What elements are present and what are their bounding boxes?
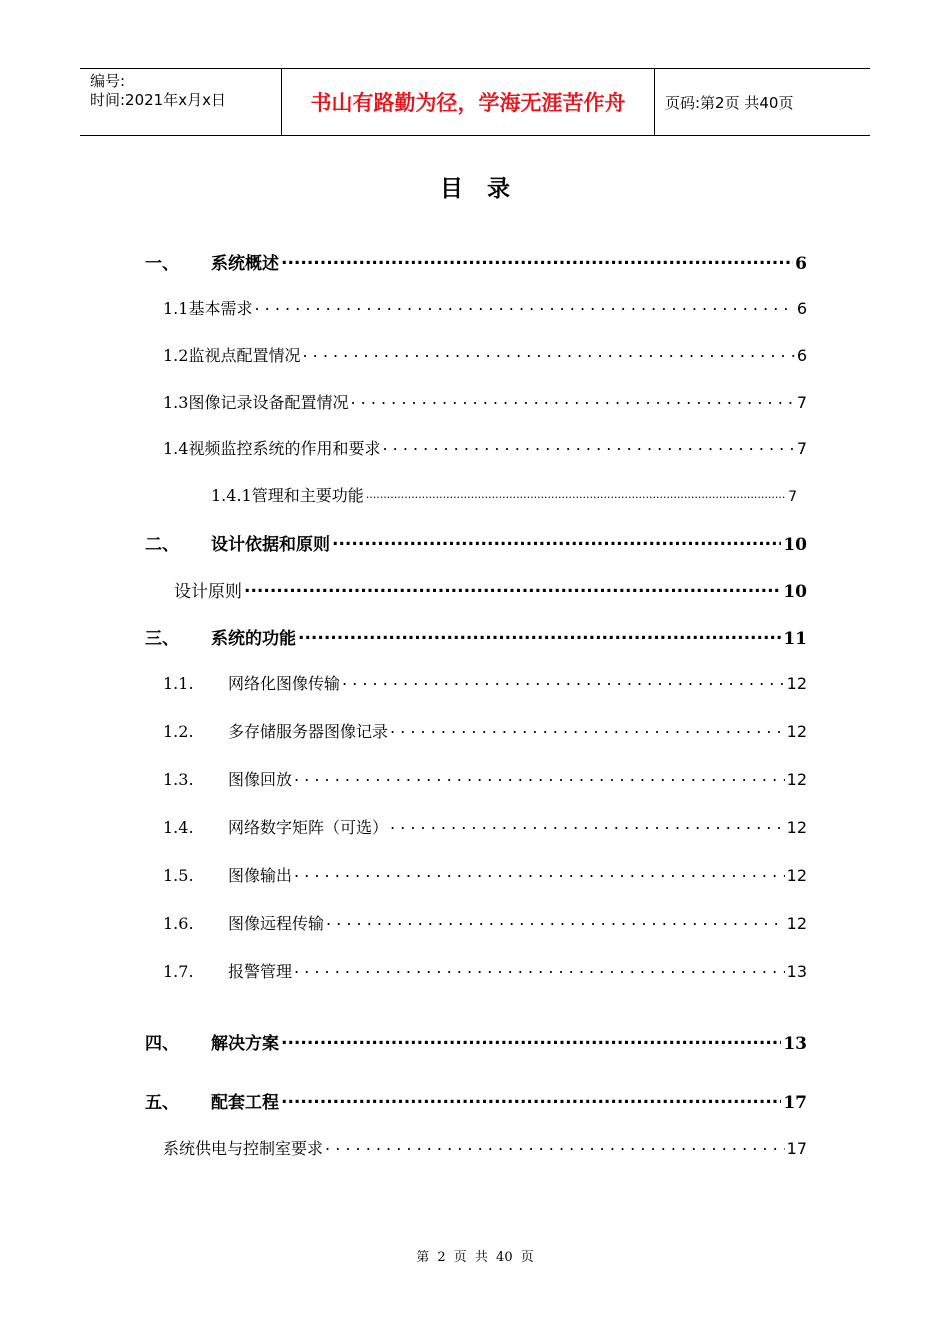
toc-entry-number: 1.1. — [163, 674, 194, 693]
toc-entry-number: 三、 — [145, 629, 179, 649]
toc-entry-page: 12 — [786, 818, 807, 837]
toc-entry-page: 6 — [795, 254, 807, 274]
toc-title: 目录 — [440, 176, 534, 202]
toc-entry[interactable] — [163, 343, 807, 369]
toc-entry-page: 13 — [783, 1034, 807, 1054]
toc-leader-dots — [342, 671, 785, 689]
toc-entry-page: 12 — [786, 770, 807, 789]
toc-entry-number: 二、 — [145, 535, 179, 555]
toc-leader-dots — [332, 532, 781, 550]
toc-leader-dots — [298, 626, 781, 644]
toc-entry[interactable] — [145, 1029, 807, 1055]
toc-leader-dots — [390, 815, 785, 833]
toc-entry-text: 图像回放 — [228, 770, 293, 789]
toc-entry[interactable] — [145, 530, 807, 556]
toc-entry[interactable] — [145, 249, 807, 275]
page-header — [80, 68, 870, 136]
toc-entry[interactable] — [163, 815, 807, 841]
toc-entry-number: 1.1 — [163, 299, 189, 318]
toc-entry-number: 1.4.1 — [211, 486, 252, 505]
toc-entry-page: 12 — [786, 914, 807, 933]
toc-entry-text: 系统的功能 — [211, 629, 296, 649]
toc-entry[interactable] — [163, 390, 807, 416]
toc-entry[interactable] — [163, 863, 807, 889]
toc-entry-number: 1.2. — [163, 722, 194, 741]
toc-leader-dots — [294, 767, 785, 785]
header-meta — [80, 69, 282, 135]
toc-entry-number: 四、 — [145, 1034, 179, 1054]
toc-entry-text: 设计依据和原则 — [211, 535, 330, 555]
toc-leader-dots — [294, 863, 785, 881]
toc-leader-dots — [294, 959, 785, 977]
toc-entry-page: 6 — [796, 346, 807, 365]
toc-entry[interactable] — [163, 671, 807, 697]
toc-entry-page: 7 — [788, 489, 797, 505]
header-time-label: 时间:2021年x月x日 — [90, 91, 226, 109]
toc-entry[interactable] — [163, 959, 807, 985]
toc-entry-text: 配套工程 — [211, 1093, 279, 1113]
toc-entry-page: 6 — [796, 299, 807, 318]
toc-entry-text: 图像输出 — [228, 866, 293, 885]
toc-leader-dots — [382, 436, 794, 454]
toc-entry[interactable] — [163, 911, 807, 937]
toc-leader-dots — [281, 1090, 781, 1108]
toc-entry-page: 17 — [786, 1139, 807, 1158]
toc-entry-page: 10 — [783, 582, 807, 602]
toc-entry-text: 监视点配置情况 — [188, 346, 301, 365]
toc-leader-dots — [281, 1031, 781, 1049]
toc-entry-page: 12 — [786, 866, 807, 885]
toc-entry-text: 系统供电与控制室要求 — [163, 1139, 324, 1158]
toc-leader-dots — [302, 343, 794, 361]
toc-entry-text: 网络数字矩阵（可选） — [228, 818, 389, 837]
toc-entry[interactable] — [145, 1088, 807, 1114]
toc-entry-number: 1.4 — [163, 439, 189, 458]
toc-entry-number: 一、 — [145, 254, 179, 274]
toc-entry-text: 图像记录设备配置情况 — [188, 393, 349, 412]
toc-entry-page: 13 — [786, 962, 807, 981]
toc-entry-page: 17 — [783, 1093, 807, 1113]
toc-entry-page: 11 — [783, 629, 807, 649]
toc-entry-page: 7 — [796, 393, 807, 412]
toc-entry-text: 视频监控系统的作用和要求 — [188, 439, 381, 458]
toc-entry[interactable] — [145, 624, 807, 650]
toc-entry-page: 7 — [796, 439, 807, 458]
toc-entry-number: 1.4. — [163, 818, 194, 837]
toc-entry[interactable] — [163, 296, 807, 322]
header-code-label: 编号: — [90, 72, 126, 90]
toc-entry-text: 设计原则 — [174, 582, 242, 602]
toc-entry-text: 报警管理 — [228, 962, 293, 981]
header-page-info: 页码:第2页 共40页 — [665, 93, 794, 112]
header-motto: 书山有路勤为径，学海无涯苦作舟 — [282, 69, 655, 135]
toc-entry-text: 图像远程传输 — [228, 914, 325, 933]
toc-entry[interactable] — [163, 436, 807, 462]
toc-leader-dots — [366, 483, 786, 501]
toc-entry[interactable] — [174, 577, 807, 603]
toc-entry-text: 多存储服务器图像记录 — [228, 722, 389, 741]
toc-entry[interactable] — [211, 483, 797, 509]
toc-entry[interactable] — [163, 767, 807, 793]
toc-entry-text: 网络化图像传输 — [228, 674, 341, 693]
toc-leader-dots — [350, 390, 794, 408]
toc-entry[interactable] — [163, 1136, 807, 1162]
toc-entry-text: 管理和主要功能 — [251, 486, 364, 505]
toc-entry-number: 1.6. — [163, 914, 194, 933]
toc-leader-dots — [281, 251, 793, 269]
toc-entry-number: 五、 — [145, 1093, 179, 1113]
toc-entry-number: 1.3 — [163, 393, 189, 412]
toc-entry-number: 1.3. — [163, 770, 194, 789]
toc-leader-dots — [325, 1136, 785, 1154]
toc-entry-number: 1.5. — [163, 866, 194, 885]
toc-entry-page: 12 — [786, 722, 807, 741]
toc-leader-dots — [254, 296, 794, 314]
toc-entry-text: 解决方案 — [211, 1034, 279, 1054]
toc-entry-text: 基本需求 — [188, 299, 253, 318]
toc-entry-page: 10 — [783, 535, 807, 555]
toc-leader-dots — [390, 719, 785, 737]
toc-entry-number: 1.2 — [163, 346, 189, 365]
toc-entry[interactable] — [163, 719, 807, 745]
toc-entry-text: 系统概述 — [211, 254, 279, 274]
toc-entry-page: 12 — [786, 674, 807, 693]
toc-leader-dots — [244, 579, 781, 597]
page-footer: 第 2 页 共 40 页 — [416, 1250, 534, 1265]
toc-entry-number: 1.7. — [163, 962, 194, 981]
toc-leader-dots — [326, 911, 785, 929]
